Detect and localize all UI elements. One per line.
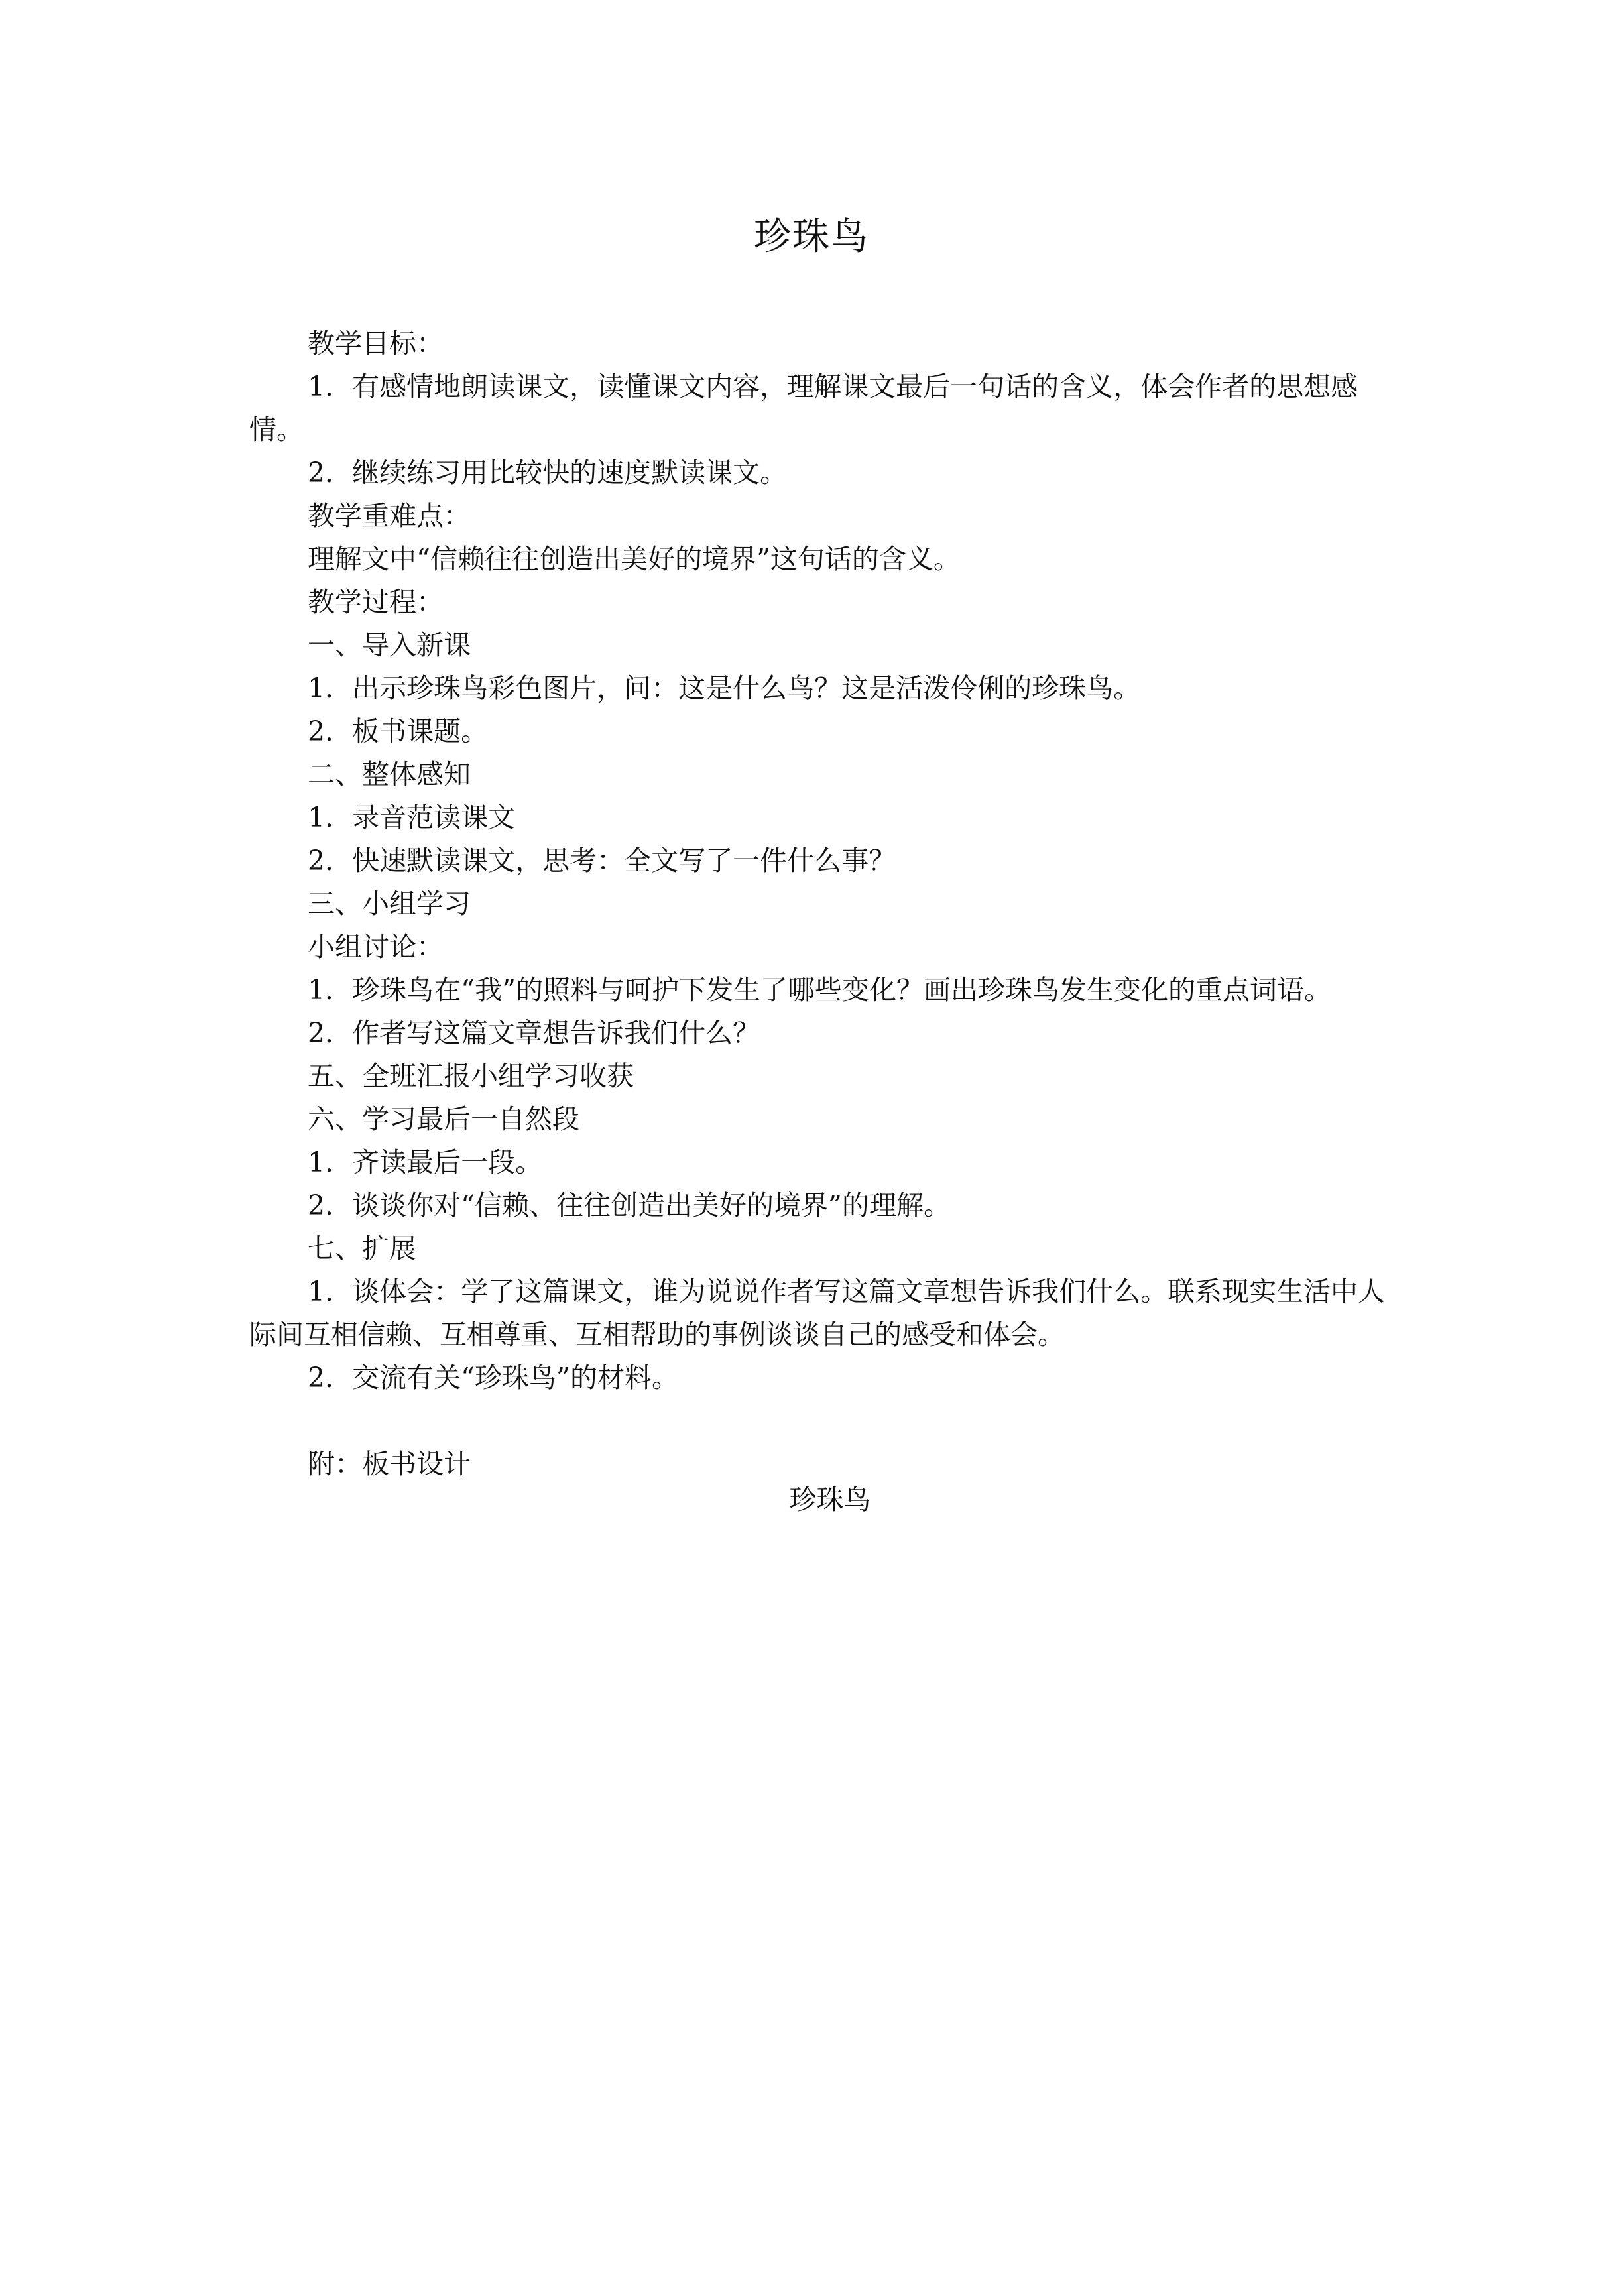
section-item: 1．出示珍珠鸟彩色图片，问：这是什么鸟？这是活泼伶俐的珍珠鸟。 bbox=[308, 672, 1141, 704]
section-item: 2．板书课题。 bbox=[308, 715, 489, 747]
section-heading: 一、导入新课 bbox=[308, 629, 471, 661]
section-subheading: 小组讨论： bbox=[308, 931, 444, 963]
board-design-title: 珍珠鸟 bbox=[789, 1484, 871, 1516]
section-heading: 六、学习最后一自然段 bbox=[308, 1103, 579, 1135]
section-heading: 三、小组学习 bbox=[308, 888, 471, 920]
document-title: 珍珠鸟 bbox=[754, 215, 869, 259]
objectives-heading: 教学目标： bbox=[308, 328, 444, 359]
section-item: 2．谈谈你对“信赖、往往创造出美好的境界”的理解。 bbox=[308, 1189, 951, 1221]
process-heading: 教学过程： bbox=[308, 586, 444, 618]
section-item: 1．谈体会：学了这篇课文，谁为说说作者写这篇文章想告诉我们什么。联系现实生活中人际间互相信赖、互相尊重、互相帮助的事例谈谈自己的感受和体会。 bbox=[249, 1276, 1386, 1351]
section-item: 2．交流有关“珍珠鸟”的材料。 bbox=[308, 1362, 680, 1394]
objective-item: 1．有感情地朗读课文，读懂课文内容，理解课文最后一句话的含义，体会作者的思想感情。 bbox=[249, 371, 1358, 446]
section-heading: 七、扩展 bbox=[308, 1233, 416, 1264]
objective-item: 2．继续练习用比较快的速度默读课文。 bbox=[308, 457, 788, 489]
document-body bbox=[249, 322, 1390, 1486]
section-item: 2．作者写这篇文章想告诉我们什么？ bbox=[308, 1017, 760, 1049]
section-item: 1．录音范读课文 bbox=[308, 802, 516, 833]
section-heading: 二、整体感知 bbox=[308, 758, 471, 790]
section-item: 2．快速默读课文，思考：全文写了一件什么事？ bbox=[308, 845, 896, 876]
section-item: 1．珍珠鸟在“我”的照料与呵护下发生了哪些变化？画出珍珠鸟发生变化的重点词语。 bbox=[308, 974, 1332, 1006]
section-item: 1．齐读最后一段。 bbox=[308, 1146, 543, 1178]
section-heading: 五、全班汇报小组学习收获 bbox=[308, 1060, 634, 1092]
keypoint-heading: 教学重难点： bbox=[308, 500, 471, 532]
keypoint-text: 理解文中“信赖往往创造出美好的境界”这句话的含义。 bbox=[308, 543, 961, 575]
appendix-heading: 附：板书设计 bbox=[308, 1448, 471, 1480]
